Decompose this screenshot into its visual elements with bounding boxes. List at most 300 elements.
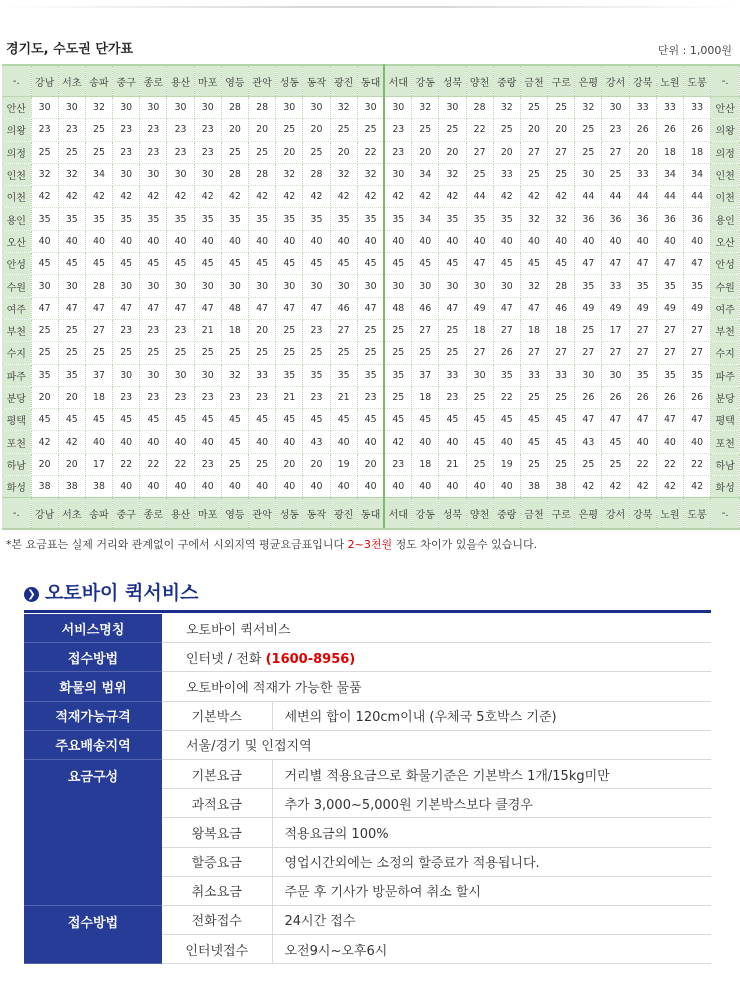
rate-cell: 35: [384, 364, 411, 386]
rate-cell: 23: [249, 386, 276, 408]
rate-cell: 45: [85, 253, 112, 275]
rate-cell: 26: [602, 386, 629, 408]
rate-cell: 40: [357, 431, 384, 453]
rate-cell: 45: [85, 409, 112, 431]
rate-cell: 20: [276, 141, 303, 163]
rate-cell: 45: [194, 253, 221, 275]
rate-cell: 26: [684, 119, 711, 141]
rate-cell: 26: [656, 386, 683, 408]
rate-cell: 40: [221, 476, 248, 498]
rate-cell: 32: [276, 163, 303, 185]
rate-cell: 35: [58, 364, 85, 386]
rate-cell: 25: [384, 319, 411, 341]
rate-cell: 30: [330, 275, 357, 297]
rate-cell: 48: [384, 297, 411, 319]
rate-cell: 25: [575, 319, 602, 341]
rate-cell: 22: [656, 453, 683, 475]
table-row: [2, 297, 740, 319]
service-value-text: 오토바이에 적재가 가능한 물품: [186, 680, 362, 696]
rate-cell: 40: [493, 431, 520, 453]
rate-cell: 27: [520, 342, 547, 364]
row-header: 인천: [2, 163, 31, 185]
rate-cell: 20: [439, 141, 466, 163]
rate-cell: 30: [113, 275, 140, 297]
rate-cell: 23: [194, 119, 221, 141]
rate-cell: 30: [167, 364, 194, 386]
row-header: 부천: [2, 319, 31, 341]
rate-cell: 49: [684, 297, 711, 319]
rate-cell: 25: [31, 342, 58, 364]
rate-cell: 37: [412, 364, 439, 386]
service-label: 화물의 범위: [24, 672, 162, 701]
row-header: 안성: [2, 253, 31, 275]
rate-cell: 35: [629, 275, 656, 297]
rate-cell: 45: [221, 409, 248, 431]
service-value: 영업시간외에는 소정의 할증료가 적용됩니다.: [272, 847, 711, 876]
rate-cell: 28: [303, 163, 330, 185]
rate-cell: 49: [602, 297, 629, 319]
rate-cell: 25: [140, 342, 167, 364]
service-row: [24, 672, 711, 701]
column-header: 서초: [58, 65, 85, 97]
rate-cell: 45: [330, 253, 357, 275]
row-header: 의왕: [711, 119, 740, 141]
rate-cell: 27: [493, 319, 520, 341]
rate-cell: 42: [384, 431, 411, 453]
rate-cell: 35: [439, 208, 466, 230]
service-sub-label: 기본박스: [162, 701, 272, 730]
rate-cell: 25: [548, 97, 575, 119]
rate-cell: 32: [85, 97, 112, 119]
rate-cell: 30: [357, 97, 384, 119]
rate-cell: 42: [140, 186, 167, 208]
row-header: 파주: [711, 364, 740, 386]
service-title: [24, 578, 198, 605]
rate-cell: 33: [656, 97, 683, 119]
rate-cell: 20: [303, 453, 330, 475]
rate-cell: 23: [140, 141, 167, 163]
rate-cell: 47: [85, 297, 112, 319]
column-header: 동작: [303, 498, 330, 530]
column-header: 종로: [140, 65, 167, 97]
rate-cell: 35: [249, 208, 276, 230]
rate-cell: 25: [58, 342, 85, 364]
service-label: 접수방법: [24, 905, 162, 963]
rate-cell: 40: [58, 230, 85, 252]
rate-cell: 32: [31, 163, 58, 185]
rate-cell: 27: [85, 319, 112, 341]
service-title-underline: [24, 610, 711, 613]
rate-cell: 30: [194, 163, 221, 185]
rate-cell: 33: [629, 97, 656, 119]
rate-cell: 25: [276, 119, 303, 141]
rate-cell: 33: [493, 163, 520, 185]
rate-cell: 40: [466, 476, 493, 498]
rate-cell: 23: [194, 453, 221, 475]
rate-cell: 45: [384, 409, 411, 431]
rate-cell: 42: [113, 186, 140, 208]
service-value: 추가 3,000~5,000원 기본박스보다 클경우: [272, 789, 711, 818]
row-header: 평택: [2, 409, 31, 431]
rate-cell: 25: [466, 163, 493, 185]
rate-cell: 30: [466, 275, 493, 297]
header-corner: -.: [2, 65, 31, 97]
rate-cell: 35: [58, 208, 85, 230]
rate-cell: 25: [357, 119, 384, 141]
rate-cell: 26: [575, 386, 602, 408]
column-header: 구로: [548, 498, 575, 530]
rate-cell: 27: [412, 319, 439, 341]
rate-cell: 32: [330, 97, 357, 119]
rate-cell: 40: [575, 230, 602, 252]
rate-cell: 20: [520, 119, 547, 141]
rate-cell: 30: [221, 275, 248, 297]
header-corner: -.: [711, 65, 740, 97]
rate-cell: 40: [303, 230, 330, 252]
rate-cell: 20: [276, 453, 303, 475]
service-sub-label: 왕복요금: [162, 818, 272, 847]
rate-cell: 25: [31, 141, 58, 163]
rate-cell: 42: [575, 476, 602, 498]
rate-cell: 22: [466, 119, 493, 141]
rate-cell: 30: [575, 163, 602, 185]
row-header: 파주: [2, 364, 31, 386]
rate-cell: 35: [684, 275, 711, 297]
rate-cell: 40: [684, 431, 711, 453]
rate-cell: 35: [113, 208, 140, 230]
rate-cell: 36: [575, 208, 602, 230]
rate-cell: 35: [31, 364, 58, 386]
rate-cell: 30: [276, 275, 303, 297]
column-header: 은평: [575, 65, 602, 97]
rate-cell: 44: [684, 186, 711, 208]
column-header: 금천: [520, 65, 547, 97]
rate-cell: 25: [520, 386, 547, 408]
column-header: 강동: [412, 65, 439, 97]
phone-number[interactable]: (1600-8956): [265, 651, 356, 667]
row-header: 포천: [2, 431, 31, 453]
rate-cell: 30: [167, 97, 194, 119]
rate-cell: 40: [412, 230, 439, 252]
column-header: 종로: [140, 498, 167, 530]
rate-cell: 32: [221, 364, 248, 386]
service-sub-label: 할증요금: [162, 847, 272, 876]
rate-cell: 42: [303, 186, 330, 208]
rate-table: [2, 64, 740, 530]
rate-cell: 45: [194, 409, 221, 431]
rate-cell: 23: [140, 319, 167, 341]
rate-cell: 40: [113, 230, 140, 252]
rate-cell: 25: [276, 342, 303, 364]
rate-cell: 47: [602, 253, 629, 275]
rate-cell: 42: [520, 186, 547, 208]
column-header: 성동: [276, 65, 303, 97]
note-tail: 정도 차이가 있을수 있습니다.: [392, 538, 538, 551]
rate-cell: 25: [520, 163, 547, 185]
rate-cell: 32: [58, 163, 85, 185]
row-header: 용인: [711, 208, 740, 230]
rate-cell: 35: [684, 364, 711, 386]
service-label: 적재가능규격: [24, 701, 162, 730]
column-header: 구로: [548, 65, 575, 97]
rate-cell: 23: [303, 386, 330, 408]
rate-cell: 40: [276, 476, 303, 498]
rate-cell: 25: [466, 453, 493, 475]
rate-cell: 27: [684, 319, 711, 341]
rate-cell: 27: [684, 342, 711, 364]
rate-cell: 25: [330, 119, 357, 141]
rate-cell: 22: [167, 453, 194, 475]
rate-cell: 20: [31, 386, 58, 408]
rate-cell: 45: [548, 253, 575, 275]
rate-cell: 42: [31, 431, 58, 453]
arrow-bullet-icon: ❯: [24, 587, 39, 602]
rate-cell: 30: [167, 163, 194, 185]
rate-cell: 23: [113, 119, 140, 141]
service-row: [24, 905, 711, 934]
rate-cell: 33: [629, 163, 656, 185]
rate-cell: 45: [249, 409, 276, 431]
column-header: 강동: [412, 498, 439, 530]
rate-cell: 46: [412, 297, 439, 319]
rate-cell: 40: [357, 476, 384, 498]
rate-cell: 40: [113, 431, 140, 453]
rate-cell: 25: [602, 453, 629, 475]
rate-cell: 45: [303, 253, 330, 275]
rate-cell: 45: [548, 431, 575, 453]
rate-cell: 30: [249, 275, 276, 297]
row-header: 수지: [2, 342, 31, 364]
rate-cell: 44: [656, 186, 683, 208]
service-sub-label: 취소요금: [162, 876, 272, 905]
rate-cell: 35: [357, 364, 384, 386]
rate-cell: 26: [629, 386, 656, 408]
note-highlight: 2~3천원: [347, 538, 393, 551]
rate-cell: 40: [85, 431, 112, 453]
rate-cell: 30: [58, 275, 85, 297]
rate-cell: 35: [330, 208, 357, 230]
rate-cell: 40: [276, 230, 303, 252]
service-value: [162, 730, 711, 759]
rate-cell: 26: [656, 119, 683, 141]
rate-cell: 36: [684, 208, 711, 230]
rate-cell: 35: [357, 208, 384, 230]
service-value: [162, 672, 711, 701]
rate-cell: 47: [575, 253, 602, 275]
rate-cell: 28: [221, 97, 248, 119]
rate-cell: 19: [330, 453, 357, 475]
row-header: 수원: [711, 275, 740, 297]
rate-cell: 30: [602, 364, 629, 386]
rate-cell: 42: [31, 186, 58, 208]
row-header: 용인: [2, 208, 31, 230]
top-divider: [0, 6, 740, 8]
rate-cell: 25: [575, 119, 602, 141]
table-row: [2, 208, 740, 230]
rate-cell: 35: [140, 208, 167, 230]
rate-cell: 30: [31, 275, 58, 297]
rate-cell: 32: [439, 163, 466, 185]
rate-cell: 35: [656, 275, 683, 297]
rate-cell: 25: [85, 119, 112, 141]
rate-cell: 45: [357, 409, 384, 431]
service-value: [162, 614, 711, 643]
rate-cell: 25: [303, 141, 330, 163]
column-header: 양천: [466, 498, 493, 530]
rate-cell: 40: [249, 431, 276, 453]
rate-cell: 47: [276, 297, 303, 319]
row-header: 평택: [711, 409, 740, 431]
column-header: 서대: [384, 65, 411, 97]
rate-cell: 40: [439, 230, 466, 252]
column-header: 영등: [221, 65, 248, 97]
column-header: 노원: [656, 498, 683, 530]
service-sub-label: 과적요금: [162, 789, 272, 818]
rate-cell: 45: [439, 253, 466, 275]
rate-cell: 47: [31, 297, 58, 319]
rate-table-title: 경기도, 수도권 단가표: [6, 42, 134, 57]
table-row: [2, 230, 740, 252]
rate-cell: 35: [194, 208, 221, 230]
rate-cell: 47: [194, 297, 221, 319]
rate-cell: 30: [439, 275, 466, 297]
rate-cell: 37: [85, 364, 112, 386]
row-header: 이천: [711, 186, 740, 208]
rate-cell: 40: [602, 230, 629, 252]
rate-cell: 40: [167, 230, 194, 252]
rate-cell: 45: [113, 409, 140, 431]
service-label: 서비스명칭: [24, 614, 162, 643]
column-header: 금천: [520, 498, 547, 530]
note-text: *본 요금표는 실제 거리와 관계없이 구에서 시외지역 평균요금표입니다: [6, 538, 345, 551]
rate-cell: 30: [384, 163, 411, 185]
rate-cell: 23: [194, 141, 221, 163]
rate-cell: 49: [575, 297, 602, 319]
rate-cell: 25: [249, 453, 276, 475]
rate-cell: 40: [167, 476, 194, 498]
rate-cell: 40: [276, 431, 303, 453]
rate-cell: 20: [412, 141, 439, 163]
rate-cell: 45: [412, 253, 439, 275]
rate-cell: 40: [412, 431, 439, 453]
rate-cell: 45: [221, 253, 248, 275]
rate-cell: 43: [575, 431, 602, 453]
rate-cell: 47: [629, 253, 656, 275]
rate-cell: 20: [31, 453, 58, 475]
rate-cell: 45: [140, 409, 167, 431]
rate-cell: 35: [221, 208, 248, 230]
rate-cell: 32: [357, 163, 384, 185]
rate-cell: 45: [58, 253, 85, 275]
rate-cell: 30: [31, 97, 58, 119]
rate-cell: 44: [575, 186, 602, 208]
column-header: 양천: [466, 65, 493, 97]
rate-cell: 27: [629, 342, 656, 364]
rate-cell: 18: [466, 319, 493, 341]
rate-cell: 47: [684, 409, 711, 431]
column-header: 성북: [439, 65, 466, 97]
service-label: 접수방법: [24, 643, 162, 672]
rate-cell: 27: [656, 319, 683, 341]
rate-cell: 35: [303, 208, 330, 230]
service-row: [24, 701, 711, 730]
service-value: 오전9시~오후6시: [272, 935, 711, 964]
rate-cell: 21: [439, 453, 466, 475]
rate-cell: 23: [113, 141, 140, 163]
column-header: 강북: [629, 65, 656, 97]
rate-cell: 25: [439, 342, 466, 364]
rate-cell: 23: [194, 386, 221, 408]
rate-cell: 33: [249, 364, 276, 386]
rate-cell: 22: [684, 453, 711, 475]
rate-cell: 40: [466, 230, 493, 252]
rate-cell: 40: [221, 230, 248, 252]
rate-cell: 27: [629, 319, 656, 341]
table-row: [2, 97, 740, 119]
rate-cell: 35: [466, 208, 493, 230]
rate-cell: 47: [249, 297, 276, 319]
row-header: 여주: [2, 297, 31, 319]
rate-cell: 23: [602, 119, 629, 141]
rate-cell: 36: [602, 208, 629, 230]
table-row: [2, 319, 740, 341]
rate-cell: 45: [520, 253, 547, 275]
rate-cell: 34: [412, 163, 439, 185]
rate-cell: 30: [194, 275, 221, 297]
rate-cell: 35: [330, 364, 357, 386]
rate-cell: 35: [276, 364, 303, 386]
rate-cell: 47: [575, 409, 602, 431]
row-header: 하남: [2, 453, 31, 475]
rate-cell: 34: [412, 208, 439, 230]
column-header: 광진: [330, 65, 357, 97]
rate-cell: 30: [113, 97, 140, 119]
rate-cell: 25: [466, 386, 493, 408]
column-header: 영등: [221, 498, 248, 530]
rate-cell: 40: [520, 230, 547, 252]
rate-cell: 33: [602, 275, 629, 297]
rate-cell: 40: [330, 476, 357, 498]
rate-cell: 47: [357, 297, 384, 319]
row-header: 의정: [711, 141, 740, 163]
rate-cell: 25: [58, 141, 85, 163]
rate-cell: 19: [493, 453, 520, 475]
rate-cell: 40: [330, 230, 357, 252]
rate-cell: 25: [384, 342, 411, 364]
rate-cell: 44: [629, 186, 656, 208]
rate-cell: 40: [303, 476, 330, 498]
rate-cell: 25: [602, 163, 629, 185]
service-table: [24, 614, 711, 964]
column-header: 동작: [303, 65, 330, 97]
rate-cell: 28: [249, 163, 276, 185]
rate-cell: 45: [221, 431, 248, 453]
rate-cell: 38: [548, 476, 575, 498]
table-row: [2, 386, 740, 408]
row-header: 분당: [711, 386, 740, 408]
rate-cell: 45: [167, 409, 194, 431]
rate-cell: 25: [548, 386, 575, 408]
rate-cell: 45: [466, 431, 493, 453]
rate-cell: 42: [276, 186, 303, 208]
rate-cell: 27: [548, 342, 575, 364]
rate-cell: 42: [439, 186, 466, 208]
rate-cell: 30: [194, 364, 221, 386]
rate-cell: 40: [384, 476, 411, 498]
rate-cell: 22: [140, 453, 167, 475]
column-header: 은평: [575, 498, 602, 530]
service-value-text: 오토바이 퀵서비스: [186, 622, 291, 638]
